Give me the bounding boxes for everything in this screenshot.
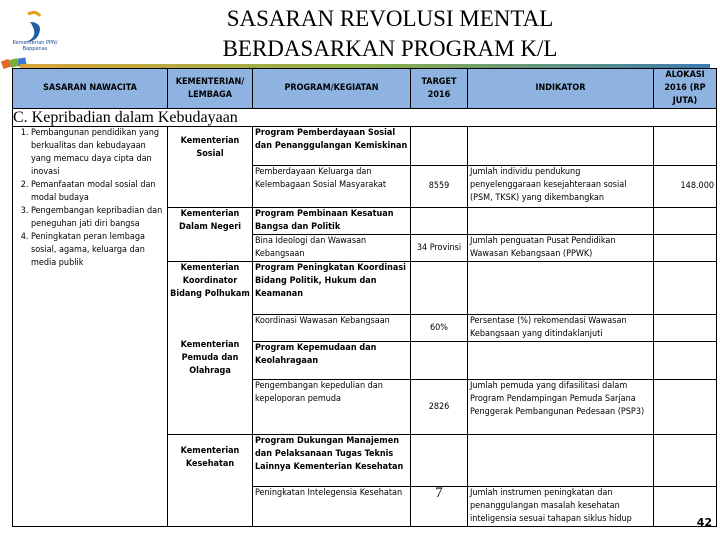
sasaran-cell: [13, 127, 168, 527]
kementerian-cell: [168, 262, 253, 435]
target-cell: [411, 262, 468, 315]
title-line-2: BERDASARKAN PROGRAM K/L: [222, 36, 558, 61]
sasaran-item: 3. Pengembangan kepribadian dan peneguhan jati diri bangsa: [31, 205, 165, 231]
alokasi-cell: [654, 235, 717, 262]
alokasi-cell: [654, 208, 717, 235]
kementerian-name: Kementerian Pemuda dan Olahraga: [180, 340, 240, 376]
logo-text: Kementerian PPN/ Bappenas: [12, 40, 58, 52]
program-cell: Program Pembinaan Kesatuan Bangsa dan Politik: [253, 208, 411, 235]
section-heading: C. Kepribadian dalam Kebudayaan: [13, 109, 717, 127]
program-cell: Program Pemberdayaan Sosial dan Penanggulangan Kemiskinan: [253, 127, 411, 166]
header-program: PROGRAM/KEGIATAN: [253, 69, 411, 109]
kementerian-cell: Kementerian Dalam Negeri: [168, 208, 253, 262]
header-alokasi: ALOKASI 2016 (RP JUTA): [654, 69, 717, 109]
kementerian-cell: Kementerian Sosial: [168, 127, 253, 208]
target-cell: 7: [411, 487, 468, 527]
indikator-cell: Persentase (%) rekomendasi Wawasan Kebangsaan yang ditindaklanjuti: [468, 315, 654, 342]
header-sasaran: SASARAN NAWACITA: [13, 69, 168, 109]
alokasi-cell: [654, 342, 717, 380]
target-cell: 8559: [411, 166, 468, 208]
indikator-cell: Jumlah penguatan Pusat Pendidikan Wawasan Kebangsaan (PPWK): [468, 235, 654, 262]
program-cell: Bina Ideologi dan Wawasan Kebangsaan: [253, 235, 411, 262]
table-row: [13, 127, 717, 166]
program-cell: Program Dukungan Manajemen dan Pelaksanaan Tugas Teknis Lainnya Kementerian Kesehatan: [253, 435, 411, 487]
header-kementerian: KEMENTERIAN/ LEMBAGA: [168, 69, 253, 109]
header-row: [13, 69, 717, 109]
indikator-cell: [468, 342, 654, 380]
kementerian-name: Kementerian Koordinator Bidang Polhukam: [170, 263, 250, 299]
indikator-cell: [468, 127, 654, 166]
alokasi-cell: 148.000: [654, 166, 717, 208]
indikator-cell: Jumlah pemuda yang difasilitasi dalam Program Pendampingan Pemuda Sarjana Penggerak Pembangunan Pedesaan (PSP3): [468, 380, 654, 435]
program-cell: Pemberdayaan Keluarga dan Kelembagaan Sosial Masyarakat: [253, 166, 411, 208]
target-cell: 2826: [411, 380, 468, 435]
program-cell: Pengembangan kepedulian dan kepeloporan pemuda: [253, 380, 411, 435]
kementerian-cell: Kementerian Kesehatan: [168, 435, 253, 527]
target-cell: [411, 208, 468, 235]
page-title: [150, 4, 630, 64]
page-number: 42: [696, 516, 712, 529]
alokasi-cell: [654, 127, 717, 166]
header-target: TARGET 2016: [411, 69, 468, 109]
indikator-cell: [468, 208, 654, 235]
target-cell: 34 Provinsi: [411, 235, 468, 262]
alokasi-cell: [654, 262, 717, 315]
sasaran-table: [12, 68, 717, 527]
program-cell: Program Kepemudaan dan Keolahragaan: [253, 342, 411, 380]
alokasi-cell: [654, 315, 717, 342]
indikator-cell: [468, 262, 654, 315]
target-cell: 60%: [411, 315, 468, 342]
title-line-1: SASARAN REVOLUSI MENTAL: [226, 6, 554, 31]
alokasi-cell: [654, 380, 717, 435]
bappenas-logo: [6, 8, 68, 63]
header-indikator: INDIKATOR: [468, 69, 654, 109]
indikator-cell: [468, 435, 654, 487]
program-cell: Peningkatan Intelegensia Kesehatan: [253, 487, 411, 527]
alokasi-cell: [654, 435, 717, 487]
target-cell: [411, 342, 468, 380]
target-cell: [411, 435, 468, 487]
sasaran-item: 2. Pemanfaatan modal sosial dan modal budaya: [31, 179, 165, 205]
sasaran-item: 1. Pembangunan pendidikan yang berkualitas dan kebudayaan yang memacu daya cipta dan inovasi: [31, 127, 165, 179]
target-cell: [411, 127, 468, 166]
program-cell: Koordinasi Wawasan Kebangsaan: [253, 315, 411, 342]
indikator-cell: Jumlah instrumen peningkatan dan penanggulangan masalah kesehatan inteligensia sesuai tahapan siklus hidup: [468, 487, 654, 527]
indikator-cell: Jumlah individu pendukung penyelenggaraan kesejahteraan sosial (PSM, TKSK) yang dikembangkan: [468, 166, 654, 208]
program-cell: Program Peningkatan Koordinasi Bidang Politik, Hukum dan Keamanan: [253, 262, 411, 315]
sasaran-item: 4. Peningkatan peran lembaga sosial, agama, keluarga dan media publik: [31, 231, 165, 270]
